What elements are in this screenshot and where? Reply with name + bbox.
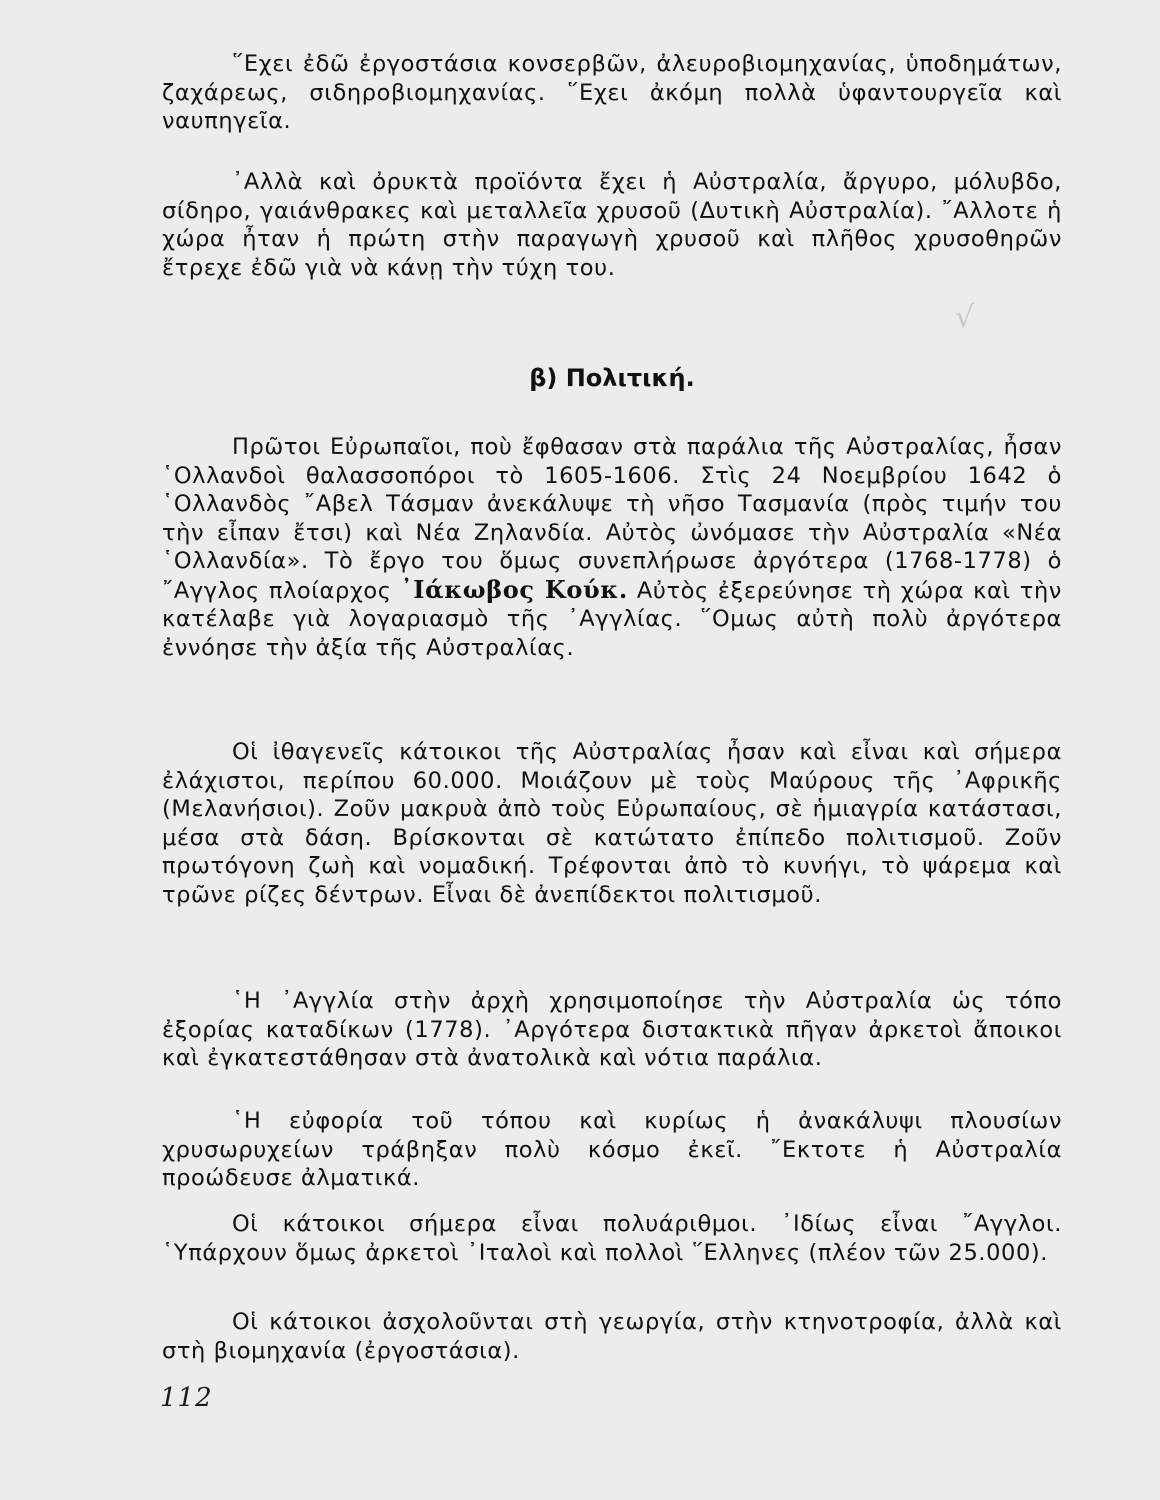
paragraph-goldrush: ῾Η εὐφορία τοῦ τόπου καὶ κυρίως ἡ ἀνακάλυψι πλουσίων χρυσωρυχείων τράβηξαν πολὺ κόσμο ἐκεῖ. ῎Εκτοτε ἡ Αὐστραλία προώδευσε ἀλματικά. [162, 1108, 1062, 1191]
discovery-text-after: Αὐτὸς ἐξερεύνησε τὴ χώρα καὶ τὴν κατέλαβε γιὰ λογαριασμὸ τῆς ᾿Αγγλίας. ῞Ομως αὐτὴ πολὺ ἀργότερα ἐννόησε τὴν ἀξία τῆς Αὐστραλίας. [162, 577, 1062, 661]
faint-margin-mark: √ [955, 300, 975, 335]
paragraph-natives: Οἱ ἰθαγενεῖς κάτοικοι τῆς Αὐστραλίας ἦσαν καὶ εἶναι καὶ σήμερα ἐλάχιστοι, περίπου 60.000. Μοιάζουν μὲ τοὺς Μαύρους τῆς ᾿Αφρικῆς (Μελανήσιοι). Ζοῦν μακρυὰ ἀπὸ τοὺς Εὐρωπαίους, σὲ ἡμιαγρία κατάστασι, μέσα στὰ δάση. Βρίσκονται σὲ κατώτατο ἐπίπεδο πολιτισμοῦ. Ζοῦν πρωτόγονη ζωὴ καὶ νομαδική. Τρέφονται ἀπὸ τὸ κυνήγι, τὸ ψάρεμα καὶ τρῶνε ρίζες δέντρων. Εἶναι δὲ ἀνεπίδεκτοι πολιτισμοῦ. [162, 739, 1062, 908]
paragraph-minerals: ᾿Αλλὰ καὶ ὀρυκτὰ προϊόντα ἔχει ἡ Αὐστραλία, ἄργυρο, μόλυβδο, σίδηρο, γαιάνθρακες καὶ μεταλλεῖα χρυσοῦ (Δυτικὴ Αὐστραλία). ῎Αλλοτε ἡ χώρα ἦταν ἡ πρώτη στὴν παραγωγὴ χρυσοῦ καὶ πλῆθος χρυσοθηρῶν ἔτρεχε ἐδῶ γιὰ νὰ κάνῃ τὴν τύχη του. [162, 169, 1062, 281]
captain-name: ᾿Ιάκωβος Κούκ. [400, 574, 628, 604]
paragraph-factories: ῞Εχει ἐδῶ ἐργοστάσια κονσερβῶν, ἀλευροβιομηχανίας, ὑποδημάτων, ζαχάρεως, σιδηροβιομηχανίας. ῞Εχει ἀκόμη πολλὰ ὑφαντουργεῖα καὶ ναυπηγεῖα. [162, 51, 1062, 134]
paragraph-discovery [162, 433, 1062, 662]
paragraph-occupations: Οἱ κάτοικοι ἀσχολοῦνται στὴ γεωργία, στὴν κτηνοτροφία, ἀλλὰ καὶ στὴ βιομηχανία (ἐργοστάσια). [162, 1309, 1062, 1364]
page-number: 112 [160, 1383, 213, 1413]
section-heading: β) Πολιτική. [529, 364, 695, 392]
paragraph-exile: ῾Η ᾿Αγγλία στὴν ἀρχὴ χρησιμοποίησε τὴν Αὐστραλία ὡς τόπο ἐξορίας καταδίκων (1778). ᾿Αργότερα διστακτικὰ πῆγαν ἀρκετοὶ ἄποικοι καὶ ἐγκατεστάθησαν στὰ ἀνατολικὰ καὶ νότια παράλια. [162, 988, 1062, 1071]
discovery-text: Πρῶτοι Εὐρωπαῖοι, ποὺ ἔφθασαν στὰ παράλια τῆς Αὐστραλίας, ἦσαν ῾Ολλανδοὶ θαλασσοπόροι τὸ 1605-1606. Στὶς 24 Νοεμβρίου 1642 ὁ ῾Ολλανδὸς ῎Αβελ Τάσμαν ἀνεκάλυψε τὴ νῆσο Τασμανία (πρὸς τιμήν του τὴν εἶπαν ἔτσι) καὶ Νέα Ζηλανδία. Αὐτὸς ὠνόμασε τὴν Αὐστραλία «Νέα ῾Ολλανδία». Τὸ ἔργο του ὅμως συνεπλήρωσε ἀργότερα (1768-1778) ὁ ῎Αγγλος πλοίαρχος [162, 434, 1062, 604]
paragraph-inhabitants: Οἱ κάτοικοι σήμερα εἶναι πολυάριθμοι. ᾿Ιδίως εἶναι ῎Αγγλοι. ῾Υπάρχουν ὅμως ἀρκετοὶ ᾿Ιταλοὶ καὶ πολλοὶ ῞Ελληνες (πλέον τῶν 25.000). [162, 1211, 1062, 1266]
